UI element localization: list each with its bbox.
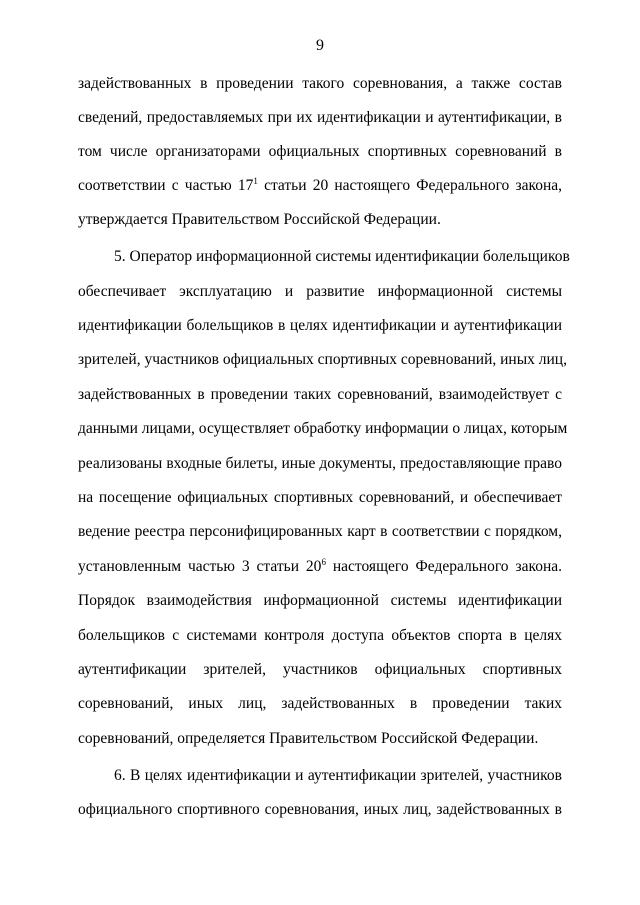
text-line: аутентификации зрителей, участников официальных спортивных [78,661,562,678]
superscript: 6 [321,557,326,567]
text-line: задействованных в проведении таких соревнований, взаимодействует с [78,386,562,403]
text-line: утверждается Правительством Российской Федерации. [78,211,441,228]
text-line: Порядок взаимодействия информационной системы идентификации [78,592,562,609]
text-line: соревнований, определяется Правительством Российской Федерации. [78,730,539,747]
text-line: сведений, предоставляемых при их идентификации и аутентификации, в [78,109,562,126]
text-line: соревнований, иных лиц, задействованных в проведении таких [78,695,562,712]
text-line: зрителей, участников официальных спортивных соревнований, иных лиц, [78,351,567,368]
text-line: установленным частью 3 статьи $20^6$ настоящего Федерального закона. [78,557,563,575]
page-number: 9 [316,37,324,54]
text-line: болельщиков с системами контроля доступа объектов спорта в целях [78,627,562,644]
text-line: том числе организаторами официальных спортивных соревнований в [78,143,562,160]
text-line: обеспечивает эксплуатацию и развитие информационной системы [78,283,562,300]
text-line: идентификации болельщиков в целях идентификации и аутентификации [78,317,562,334]
text-line: ведение реестра персонифицированных карт в соответствии с порядком, [78,523,562,540]
paragraph-start: 6. В целях идентификации и аутентификации зрителей, участников [114,767,562,784]
text-line: соответствии с частью $17^1$ статьи 20 настоящего Федерального закона, [78,176,562,194]
superscript: 1 [253,176,258,186]
text-line: задействованных в проведении такого соревнования, а также состав [78,75,562,92]
text-line: на посещение официальных спортивных соревнований, и обеспечивает [78,489,562,506]
paragraph-start: 5. Оператор информационной системы идентификации болельщиков [114,248,570,265]
text-line: официального спортивного соревнования, иных лиц, задействованных в [78,801,562,818]
text-line: реализованы входные билеты, иные документы, предоставляющие право [78,455,562,472]
text-line: данными лицами, осуществляет обработку информации о лицах, которым [78,420,568,437]
